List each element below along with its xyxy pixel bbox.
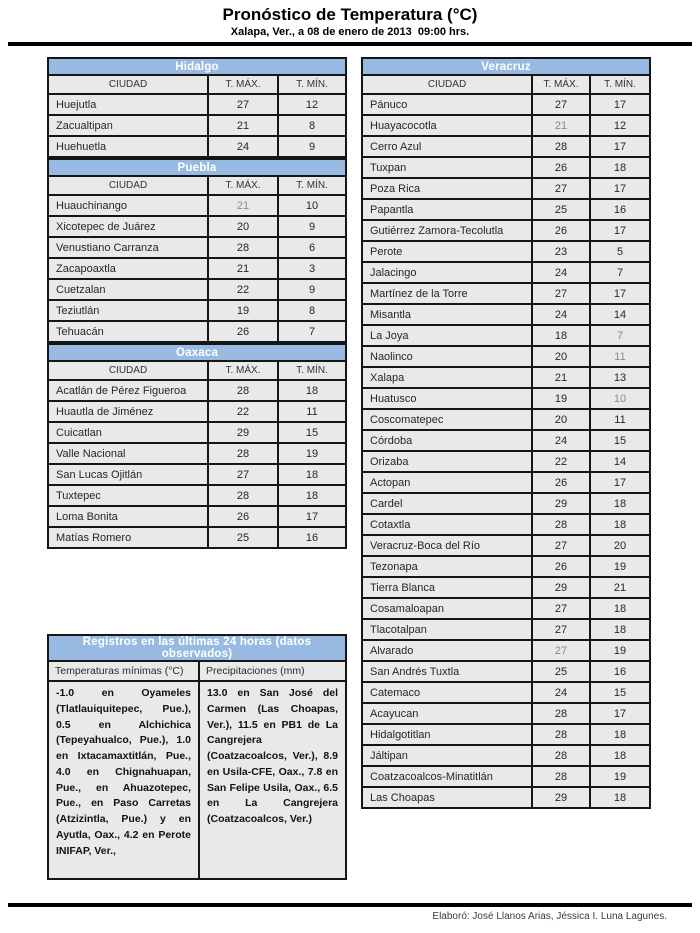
table-row bbox=[362, 262, 650, 283]
table-row bbox=[48, 136, 346, 157]
tmax-cell: 27 bbox=[532, 535, 590, 556]
column-header-row bbox=[362, 75, 650, 94]
page-subtitle: Xalapa, Ver., a 08 de enero de 2013 09:00 hrs. bbox=[230, 26, 470, 38]
city-cell: Zacualtipan bbox=[48, 115, 208, 136]
city-cell: Coscomatepec bbox=[362, 409, 532, 430]
city-column-header: CIUDAD bbox=[48, 75, 208, 94]
city-cell: Catemaco bbox=[362, 682, 532, 703]
tmax-cell: 28 bbox=[208, 380, 278, 401]
tmax-cell: 22 bbox=[208, 279, 278, 300]
observations-table bbox=[47, 634, 347, 880]
table-row bbox=[362, 766, 650, 787]
city-cell: Perote bbox=[362, 241, 532, 262]
tmax-cell: 20 bbox=[532, 409, 590, 430]
tmin-cell: 8 bbox=[278, 115, 346, 136]
city-cell: Acatlán de Pérez Figueroa bbox=[48, 380, 208, 401]
tmin-cell: 3 bbox=[278, 258, 346, 279]
tmax-cell: 22 bbox=[208, 401, 278, 422]
table-row bbox=[362, 619, 650, 640]
city-column-header: CIUDAD bbox=[362, 75, 532, 94]
table-row bbox=[48, 216, 346, 237]
tmax-cell: 28 bbox=[208, 237, 278, 258]
city-cell: Huauchinango bbox=[48, 195, 208, 216]
tmax-cell: 23 bbox=[532, 241, 590, 262]
tmin-cell: 9 bbox=[278, 279, 346, 300]
city-cell: Xalapa bbox=[362, 367, 532, 388]
state-table-hidalgo bbox=[47, 57, 345, 158]
tmin-cell: 18 bbox=[590, 787, 650, 808]
tmin-cell: 14 bbox=[590, 304, 650, 325]
tmin-cell: 11 bbox=[590, 409, 650, 430]
city-cell: Tuxpan bbox=[362, 157, 532, 178]
tmax-cell: 29 bbox=[208, 422, 278, 443]
min-temperatures-text: -1.0 en Oyameles (Tlatlauiquitepec, Pue.), 0.5 en Alchichica (Tepeyahualco, Pue.), 1.0 en Ixtacamaxtitlán, Pue., 4.0 en Chignahuapan, Pue., en Ahuazotepec, Pue., en Paso Carretas (Atzizintla, Pue.) y en Ayutla, Oax., 4.2 en Perote INIFAP, Ver., bbox=[48, 681, 199, 879]
tmin-cell: 9 bbox=[278, 216, 346, 237]
state-name: Oaxaca bbox=[48, 344, 346, 361]
state-table-oaxaca bbox=[47, 343, 345, 549]
table-row bbox=[362, 598, 650, 619]
city-cell: Cotaxtla bbox=[362, 514, 532, 535]
tmin-cell: 17 bbox=[590, 94, 650, 115]
tmin-cell: 18 bbox=[278, 380, 346, 401]
tmax-cell: 28 bbox=[208, 443, 278, 464]
tmax-cell: 26 bbox=[208, 506, 278, 527]
table-row bbox=[48, 380, 346, 401]
tmin-cell: 8 bbox=[278, 300, 346, 321]
tmax-cell: 27 bbox=[532, 619, 590, 640]
tmin-cell: 19 bbox=[590, 766, 650, 787]
tmax-cell: 24 bbox=[208, 136, 278, 157]
table-row bbox=[48, 485, 346, 506]
tmin-cell: 18 bbox=[590, 598, 650, 619]
tmax-cell: 20 bbox=[532, 346, 590, 367]
city-cell: Huejutla bbox=[48, 94, 208, 115]
temperature-table bbox=[361, 57, 651, 809]
column-header-row bbox=[48, 176, 346, 195]
observations-col1-header: Temperaturas mínimas (°C) bbox=[48, 661, 199, 681]
table-row bbox=[48, 464, 346, 485]
tmax-cell: 18 bbox=[532, 325, 590, 346]
table-row bbox=[362, 241, 650, 262]
table-row bbox=[362, 787, 650, 808]
table-row bbox=[48, 321, 346, 342]
table-row bbox=[48, 237, 346, 258]
tmin-cell: 19 bbox=[278, 443, 346, 464]
tmin-cell: 15 bbox=[278, 422, 346, 443]
column-header-row bbox=[48, 361, 346, 380]
tmax-cell: 27 bbox=[532, 178, 590, 199]
table-row bbox=[362, 409, 650, 430]
city-cell: Cuetzalan bbox=[48, 279, 208, 300]
tmax-cell: 26 bbox=[532, 472, 590, 493]
table-row bbox=[362, 493, 650, 514]
table-row bbox=[48, 195, 346, 216]
city-cell: Coatzacoalcos-Minatitlán bbox=[362, 766, 532, 787]
table-row bbox=[362, 388, 650, 409]
tmax-cell: 28 bbox=[532, 136, 590, 157]
city-cell: Huatusco bbox=[362, 388, 532, 409]
precipitations-text: 13.0 en San José del Carmen (Las Choapas, Ver.), 11.5 en PB1 de La Cangrejera (Coatzacoalcos, Ver.), 8.9 en Usila-CFE, Oax., 7.8 en San Felipe Usila, Oax., 6.5 en La Cangrejera (Coatzacoalcos, Ver.) bbox=[199, 681, 346, 879]
tmin-cell: 18 bbox=[590, 493, 650, 514]
right-tables-column bbox=[361, 57, 649, 809]
city-cell: Jalacingo bbox=[362, 262, 532, 283]
tmin-cell: 18 bbox=[590, 514, 650, 535]
tmin-cell: 16 bbox=[278, 527, 346, 548]
left-tables-column bbox=[47, 57, 345, 549]
tmin-cell: 7 bbox=[278, 321, 346, 342]
table-row bbox=[362, 682, 650, 703]
tmax-cell: 28 bbox=[532, 514, 590, 535]
table-row bbox=[362, 136, 650, 157]
bottom-divider bbox=[8, 903, 692, 907]
observations-title: Registros en las últimas 24 horas (datos observados) bbox=[48, 635, 346, 661]
table-row bbox=[362, 157, 650, 178]
tmax-cell: 27 bbox=[208, 464, 278, 485]
table-row bbox=[362, 115, 650, 136]
table-row bbox=[362, 367, 650, 388]
tmin-cell: 17 bbox=[590, 703, 650, 724]
observations-col2-header: Precipitaciones (mm) bbox=[199, 661, 346, 681]
tmin-cell: 11 bbox=[590, 346, 650, 367]
tmin-cell: 17 bbox=[590, 283, 650, 304]
state-name: Veracruz bbox=[362, 58, 650, 75]
tmax-column-header: T. MÁX. bbox=[208, 75, 278, 94]
city-cell: Acayucan bbox=[362, 703, 532, 724]
tmin-cell: 14 bbox=[590, 451, 650, 472]
city-cell: Valle Nacional bbox=[48, 443, 208, 464]
tmax-cell: 21 bbox=[208, 258, 278, 279]
tmax-cell: 21 bbox=[208, 115, 278, 136]
city-cell: Papantla bbox=[362, 199, 532, 220]
city-cell: Huayacocotla bbox=[362, 115, 532, 136]
tmin-cell: 7 bbox=[590, 325, 650, 346]
tmin-cell: 16 bbox=[590, 199, 650, 220]
table-row bbox=[362, 220, 650, 241]
table-row bbox=[362, 199, 650, 220]
tmax-cell: 28 bbox=[532, 745, 590, 766]
tmax-cell: 27 bbox=[208, 94, 278, 115]
city-cell: Venustiano Carranza bbox=[48, 237, 208, 258]
city-cell: Cuicatlan bbox=[48, 422, 208, 443]
tmin-cell: 15 bbox=[590, 430, 650, 451]
tmin-cell: 17 bbox=[590, 178, 650, 199]
tmax-cell: 29 bbox=[532, 493, 590, 514]
tmin-column-header: T. MÍN. bbox=[590, 75, 650, 94]
table-row bbox=[48, 527, 346, 548]
table-row bbox=[362, 346, 650, 367]
city-cell: Matías Romero bbox=[48, 527, 208, 548]
state-header-row bbox=[48, 344, 346, 361]
table-row bbox=[362, 94, 650, 115]
tmax-cell: 28 bbox=[532, 724, 590, 745]
table-row bbox=[48, 94, 346, 115]
table-row bbox=[48, 115, 346, 136]
table-row bbox=[48, 300, 346, 321]
table-row bbox=[362, 178, 650, 199]
table-row bbox=[362, 304, 650, 325]
table-row bbox=[362, 283, 650, 304]
table-row bbox=[48, 258, 346, 279]
tmax-cell: 27 bbox=[532, 94, 590, 115]
tmax-cell: 26 bbox=[532, 220, 590, 241]
city-cell: Orizaba bbox=[362, 451, 532, 472]
tmin-cell: 19 bbox=[590, 556, 650, 577]
tmax-cell: 21 bbox=[208, 195, 278, 216]
temperature-table bbox=[47, 343, 347, 549]
table-row bbox=[362, 577, 650, 598]
page-title: Pronóstico de Temperatura (°C) bbox=[222, 5, 478, 24]
table-row bbox=[48, 279, 346, 300]
tmax-cell: 27 bbox=[532, 598, 590, 619]
city-column-header: CIUDAD bbox=[48, 176, 208, 195]
tmin-cell: 18 bbox=[590, 619, 650, 640]
tmin-cell: 21 bbox=[590, 577, 650, 598]
column-header-row bbox=[48, 75, 346, 94]
tmax-cell: 24 bbox=[532, 304, 590, 325]
tmin-cell: 13 bbox=[590, 367, 650, 388]
tmin-column-header: T. MÍN. bbox=[278, 75, 346, 94]
city-cell: Poza Rica bbox=[362, 178, 532, 199]
tmax-cell: 25 bbox=[532, 661, 590, 682]
city-cell: Teziutlán bbox=[48, 300, 208, 321]
tmin-cell: 7 bbox=[590, 262, 650, 283]
tmax-cell: 22 bbox=[532, 451, 590, 472]
table-row bbox=[362, 661, 650, 682]
tmax-cell: 25 bbox=[532, 199, 590, 220]
city-cell: Martínez de la Torre bbox=[362, 283, 532, 304]
city-cell: Las Choapas bbox=[362, 787, 532, 808]
city-cell: Cardel bbox=[362, 493, 532, 514]
tmax-cell: 24 bbox=[532, 682, 590, 703]
city-cell: Pánuco bbox=[362, 94, 532, 115]
city-cell: Tlacotalpan bbox=[362, 619, 532, 640]
temperature-table bbox=[47, 158, 347, 343]
table-row bbox=[362, 724, 650, 745]
city-cell: Gutiérrez Zamora-Tecolutla bbox=[362, 220, 532, 241]
city-cell: Tierra Blanca bbox=[362, 577, 532, 598]
tmax-cell: 27 bbox=[532, 283, 590, 304]
city-cell: La Joya bbox=[362, 325, 532, 346]
city-cell: Jáltipan bbox=[362, 745, 532, 766]
tmin-cell: 17 bbox=[590, 136, 650, 157]
tmax-cell: 28 bbox=[208, 485, 278, 506]
observations-section bbox=[47, 634, 345, 880]
city-cell: Misantla bbox=[362, 304, 532, 325]
city-cell: Huehuetla bbox=[48, 136, 208, 157]
table-row bbox=[48, 401, 346, 422]
tmax-column-header: T. MÁX. bbox=[532, 75, 590, 94]
state-header-row bbox=[362, 58, 650, 75]
city-cell: Huautla de Jiménez bbox=[48, 401, 208, 422]
tmin-cell: 12 bbox=[590, 115, 650, 136]
city-cell: Veracruz-Boca del Río bbox=[362, 535, 532, 556]
city-cell: Naolinco bbox=[362, 346, 532, 367]
tmax-column-header: T. MÁX. bbox=[208, 176, 278, 195]
city-cell: Tuxtepec bbox=[48, 485, 208, 506]
city-cell: Loma Bonita bbox=[48, 506, 208, 527]
state-table-puebla bbox=[47, 158, 345, 343]
city-cell: Alvarado bbox=[362, 640, 532, 661]
temperature-table bbox=[47, 57, 347, 158]
city-column-header: CIUDAD bbox=[48, 361, 208, 380]
tmin-cell: 12 bbox=[278, 94, 346, 115]
tmin-cell: 9 bbox=[278, 136, 346, 157]
table-row bbox=[362, 472, 650, 493]
tmax-column-header: T. MÁX. bbox=[208, 361, 278, 380]
state-name: Hidalgo bbox=[48, 58, 346, 75]
table-row bbox=[48, 443, 346, 464]
tmin-cell: 18 bbox=[590, 157, 650, 178]
tmax-cell: 28 bbox=[532, 766, 590, 787]
tmax-cell: 21 bbox=[532, 115, 590, 136]
tmin-cell: 17 bbox=[590, 220, 650, 241]
tmax-cell: 25 bbox=[208, 527, 278, 548]
tmin-cell: 16 bbox=[590, 661, 650, 682]
table-row bbox=[362, 745, 650, 766]
tmin-cell: 18 bbox=[278, 464, 346, 485]
tmax-cell: 28 bbox=[532, 703, 590, 724]
table-row bbox=[362, 514, 650, 535]
table-row bbox=[48, 506, 346, 527]
table-row bbox=[362, 451, 650, 472]
tmax-cell: 19 bbox=[208, 300, 278, 321]
tmin-cell: 10 bbox=[278, 195, 346, 216]
tmin-cell: 17 bbox=[590, 472, 650, 493]
state-name: Puebla bbox=[48, 159, 346, 176]
state-header-row bbox=[48, 58, 346, 75]
table-row bbox=[362, 325, 650, 346]
tmax-cell: 26 bbox=[532, 556, 590, 577]
city-cell: Cosamaloapan bbox=[362, 598, 532, 619]
tmin-cell: 6 bbox=[278, 237, 346, 258]
tmin-cell: 18 bbox=[590, 724, 650, 745]
tmax-cell: 24 bbox=[532, 430, 590, 451]
tmax-cell: 29 bbox=[532, 577, 590, 598]
tmin-cell: 18 bbox=[278, 485, 346, 506]
tmax-cell: 29 bbox=[532, 787, 590, 808]
table-row bbox=[362, 640, 650, 661]
city-cell: San Andrés Tuxtla bbox=[362, 661, 532, 682]
tmin-cell: 11 bbox=[278, 401, 346, 422]
state-header-row bbox=[48, 159, 346, 176]
city-cell: Tezonapa bbox=[362, 556, 532, 577]
tmin-cell: 10 bbox=[590, 388, 650, 409]
city-cell: Hidalgotitlan bbox=[362, 724, 532, 745]
tmin-cell: 19 bbox=[590, 640, 650, 661]
tmin-cell: 15 bbox=[590, 682, 650, 703]
tmax-cell: 24 bbox=[532, 262, 590, 283]
city-cell: Zacapoaxtla bbox=[48, 258, 208, 279]
top-divider bbox=[8, 42, 692, 46]
table-row bbox=[362, 556, 650, 577]
city-cell: Tehuacán bbox=[48, 321, 208, 342]
tmin-cell: 17 bbox=[278, 506, 346, 527]
table-row bbox=[362, 430, 650, 451]
tmax-cell: 20 bbox=[208, 216, 278, 237]
tmax-cell: 26 bbox=[532, 157, 590, 178]
tmax-cell: 27 bbox=[532, 640, 590, 661]
table-row bbox=[362, 535, 650, 556]
tmax-cell: 19 bbox=[532, 388, 590, 409]
city-cell: Actopan bbox=[362, 472, 532, 493]
city-cell: Xicotepec de Juárez bbox=[48, 216, 208, 237]
city-cell: Córdoba bbox=[362, 430, 532, 451]
tmax-cell: 26 bbox=[208, 321, 278, 342]
table-row bbox=[48, 422, 346, 443]
table-row bbox=[362, 703, 650, 724]
tmin-column-header: T. MÍN. bbox=[278, 361, 346, 380]
city-cell: San Lucas Ojitlán bbox=[48, 464, 208, 485]
tmin-cell: 20 bbox=[590, 535, 650, 556]
tmin-column-header: T. MÍN. bbox=[278, 176, 346, 195]
tmin-cell: 5 bbox=[590, 241, 650, 262]
state-table-veracruz bbox=[361, 57, 649, 809]
tmin-cell: 18 bbox=[590, 745, 650, 766]
city-cell: Cerro Azul bbox=[362, 136, 532, 157]
tmax-cell: 21 bbox=[532, 367, 590, 388]
author-credit: Elaboró: José Llanos Arias, Jéssica I. Luna Lagunes. bbox=[432, 911, 667, 922]
